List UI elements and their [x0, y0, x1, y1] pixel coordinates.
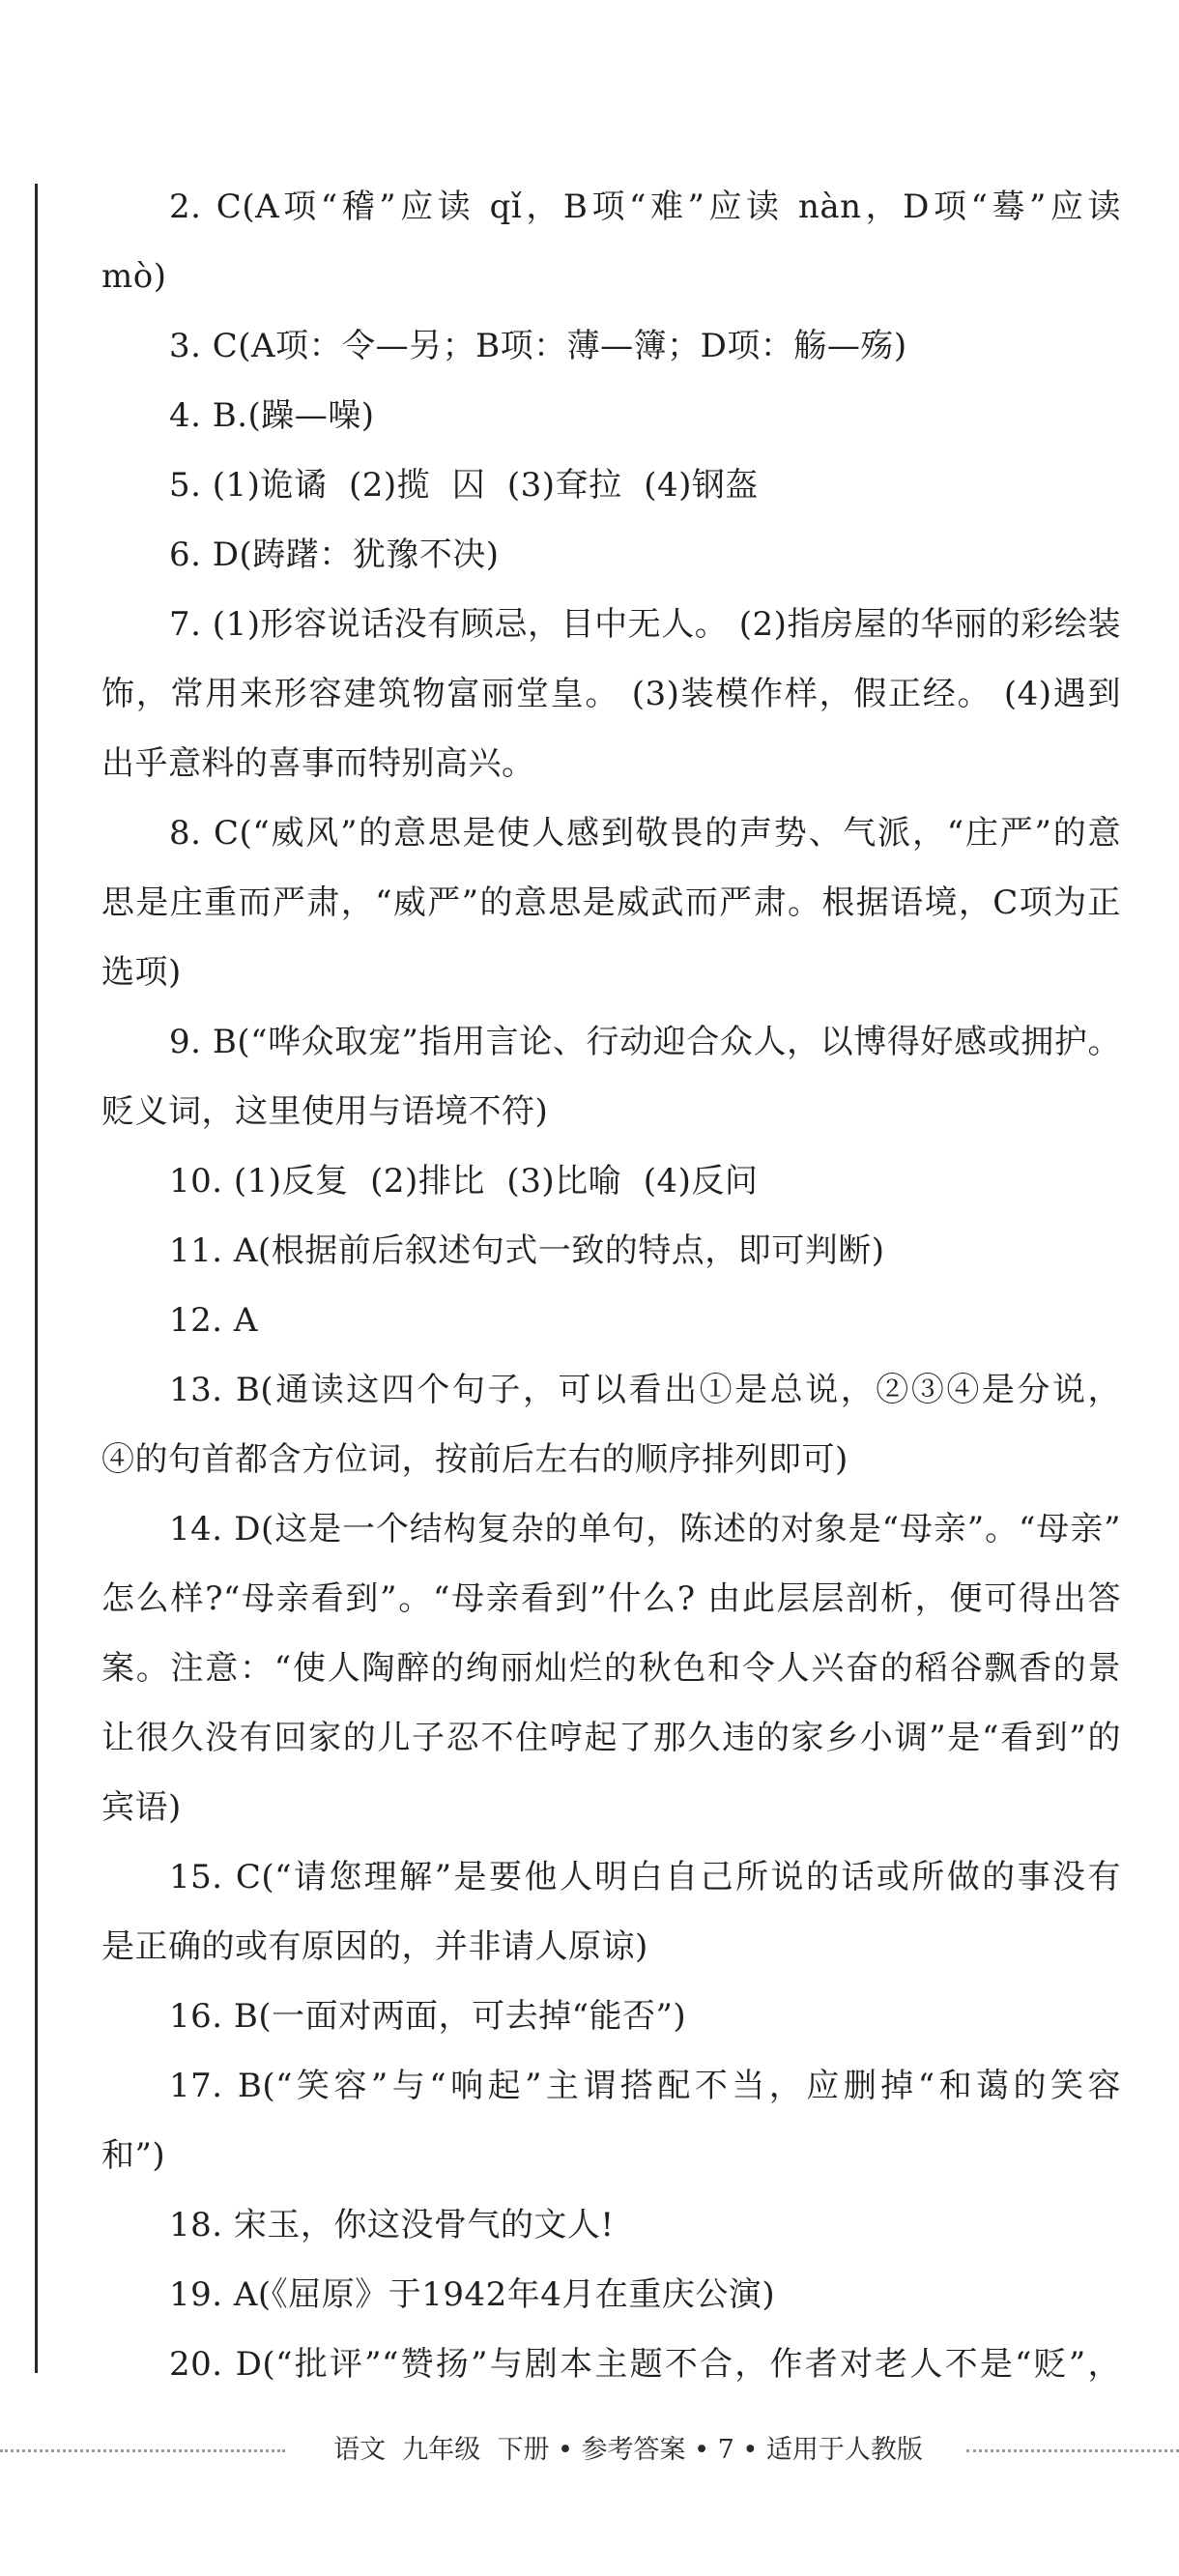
answer-8-line-3: 选项)	[101, 953, 182, 992]
margin-rule	[35, 184, 38, 2373]
answer-12: 12. A	[169, 1301, 258, 1340]
answer-17-line-1: 17. B(“笑容”与“响起”主谓搭配不当，应删掉“和蔼的笑容	[169, 2067, 1121, 2105]
answer-14-line-1: 14. D(这是一个结构复杂的单句，陈述的对象是“母亲”。“母亲”	[169, 1510, 1121, 1548]
answer-9-line-2: 贬义词，这里使用与语境不符)	[101, 1092, 549, 1131]
answer-2-line-2: mò)	[101, 257, 167, 296]
answer-13-line-1: 13. B(通读这四个句子，可以看出①是总说，②③④是分说，	[169, 1371, 1121, 1409]
answer-13-line-2: ④的句首都含方位词，按前后左右的顺序排列即可)	[101, 1440, 848, 1479]
footer-dotted-rule-left	[0, 2449, 285, 2452]
answer-15-line-1: 15. C(“请您理解”是要他人明白自己所说的话或所做的事没有	[169, 1858, 1121, 1896]
answer-6: 6. D(踌躇：犹豫不决)	[169, 535, 500, 574]
answer-20-line-1: 20. D(“批评”“赞扬”与剧本主题不合，作者对老人不是“贬”，	[169, 2345, 1121, 2384]
answer-content	[101, 172, 1121, 2399]
answer-15-line-2: 是正确的或有原因的，并非请人原谅)	[101, 1927, 648, 1966]
answer-18: 18. 宋玉，你这没骨气的文人!	[169, 2206, 615, 2244]
answer-9-line-1: 9. B(“哗众取宠”指用言论、行动迎合众人，以博得好感或拥护。	[169, 1023, 1121, 1061]
answer-17-line-2: 和”)	[101, 2136, 166, 2175]
answer-8-line-2: 思是庄重而严肃，“威严”的意思是威武而严肃。根据语境，C项为正	[101, 883, 1121, 922]
footer-label: 语文 九年级 下册 • 参考答案 • 7 • 适用于人教版	[333, 2435, 923, 2465]
answer-3: 3. C(A项：令—另；B项：薄—簿；D项：觞—殇)	[169, 327, 907, 365]
answer-4: 4. B.(躁—噪)	[169, 396, 375, 435]
answer-14-line-5: 宾语)	[101, 1788, 182, 1827]
answer-7-line-1: 7. (1)形容说话没有顾忌，目中无人。 (2)指房屋的华丽的彩绘装	[169, 605, 1121, 644]
answer-7-line-2: 饰，常用来形容建筑物富丽堂皇。 (3)装模作样，假正经。 (4)遇到	[101, 675, 1121, 713]
answer-7-line-3: 出乎意料的喜事而特别高兴。	[101, 744, 535, 783]
answer-14-line-2: 怎么样?“母亲看到”。“母亲看到”什么? 由此层层剖析，便可得出答	[101, 1579, 1121, 1618]
answer-14-line-3: 案。注意：“使人陶醉的绚丽灿烂的秋色和令人兴奋的稻谷飘香的景	[101, 1649, 1121, 1688]
answer-5: 5. (1)诡谲 (2)揽 囚 (3)耷拉 (4)钢盔	[169, 466, 759, 505]
page-footer	[0, 2421, 1179, 2479]
answer-14-line-4: 让很久没有回家的儿子忍不住哼起了那久违的家乡小调”是“看到”的	[101, 1719, 1121, 1757]
answer-11: 11. A(根据前后叙述句式一致的特点，即可判断)	[169, 1231, 885, 1270]
answer-8-line-1: 8. C(“威风”的意思是使人感到敬畏的声势、气派，“庄严”的意	[169, 814, 1121, 853]
answer-10: 10. (1)反复 (2)排比 (3)比喻 (4)反问	[169, 1162, 759, 1201]
answer-19: 19. A(《屈原》于1942年4月在重庆公演)	[169, 2275, 776, 2314]
answer-16: 16. B(一面对两面，可去掉“能否”)	[169, 1997, 687, 2036]
footer-dotted-rule-right	[966, 2449, 1179, 2452]
answer-2-line-1: 2. C(A项“稽”应读 qǐ，B项“难”应读 nàn，D项“蓦”应读	[169, 188, 1121, 226]
